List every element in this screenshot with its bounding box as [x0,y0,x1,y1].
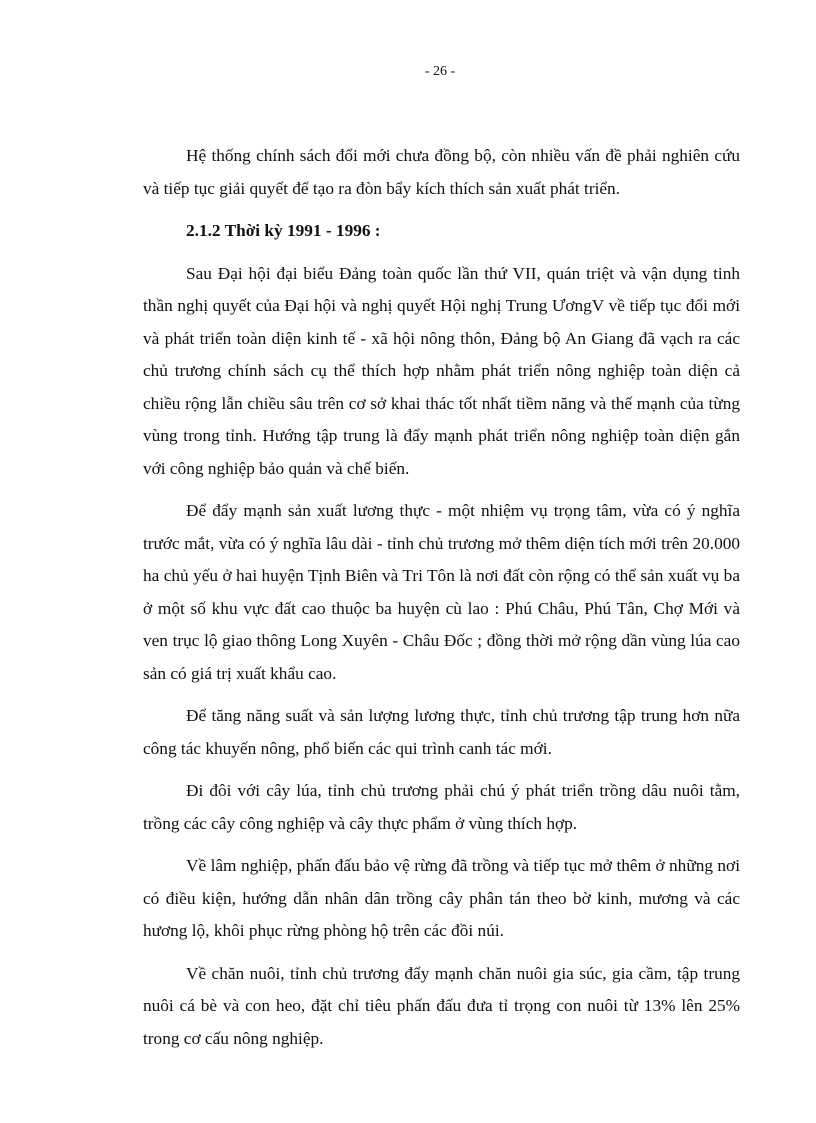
paragraph-1: Hệ thống chính sách đổi mới chưa đồng bộ, còn nhiều vấn đề phải nghiên cứu và tiếp tục giải quyết để tạo ra đòn bẩy kích thích sản xuất phát triển. [143,146,740,198]
document-body [143,140,740,1065]
paragraph-5: Đi đôi với cây lúa, tỉnh chủ trương phải chú ý phát triển trồng dâu nuôi tằm, trồng các cây công nghiệp và cây thực phẩm ở vùng thích hợp. [143,781,740,833]
paragraph-6: Về lâm nghiệp, phấn đấu bảo vệ rừng đã trồng và tiếp tục mở thêm ở những nơi có điều kiện, hướng dẫn nhân dân trồng cây phân tán theo bờ kinh, mương và các hương lộ, khôi phục rừng phòng hộ trên các đồi núi. [143,856,740,940]
paragraph-4: Để tăng năng suất và sản lượng lương thực, tỉnh chủ trương tập trung hơn nữa công tác khuyến nông, phổ biến các qui trình canh tác mới. [143,706,740,758]
paragraph-3: Để đẩy mạnh sản xuất lương thực - một nhiệm vụ trọng tâm, vừa có ý nghĩa trước mắt, vừa có ý nghĩa lâu dài - tỉnh chủ trương mở thêm diện tích mới trên 20.000 ha chủ yếu ở hai huyện Tịnh Biên và Tri Tôn là nơi đất còn rộng có thể sản xuất vụ ba ở một số khu vực đất cao thuộc ba huyện cù lao : Phú Châu, Phú Tân, Chợ Mới và ven trục lộ giao thông Long Xuyên - Châu Đốc ; đồng thời mở rộng dần vùng lúa cao sản có giá trị xuất khẩu cao. [143,501,740,683]
paragraph-2: Sau Đại hội đại biểu Đảng toàn quốc lần thứ VII, quán triệt và vận dụng tinh thần nghị quyết của Đại hội và nghị quyết Hội nghị Trung ƯơngV về tiếp tục đổi mới và phát triển toàn diện kinh tế - xã hội nông thôn, Đảng bộ An Giang đã vạch ra các chủ trương chính sách cụ thể thích hợp nhằm phát triển nông nghiệp toàn diện cả chiều rộng lẫn chiều sâu trên cơ sở khai thác tốt nhất tiềm năng và thế mạnh của từng vùng trong tỉnh. Hướng tập trung là đẩy mạnh phát triển nông nghiệp toàn diện gắn với công nghiệp bảo quản và chế biến. [143,263,740,478]
section-heading: 2.1.2 Thời kỳ 1991 - 1996 : [186,221,381,240]
page-number: - 26 - [424,64,456,79]
paragraph-7: Về chăn nuôi, tỉnh chủ trương đẩy mạnh chăn nuôi gia súc, gia cầm, tập trung nuôi cá bè và con heo, đặt chỉ tiêu phấn đấu đưa tỉ trọng con nuôi từ 13% lên 25% trong cơ cấu nông nghiệp. [143,963,740,1048]
